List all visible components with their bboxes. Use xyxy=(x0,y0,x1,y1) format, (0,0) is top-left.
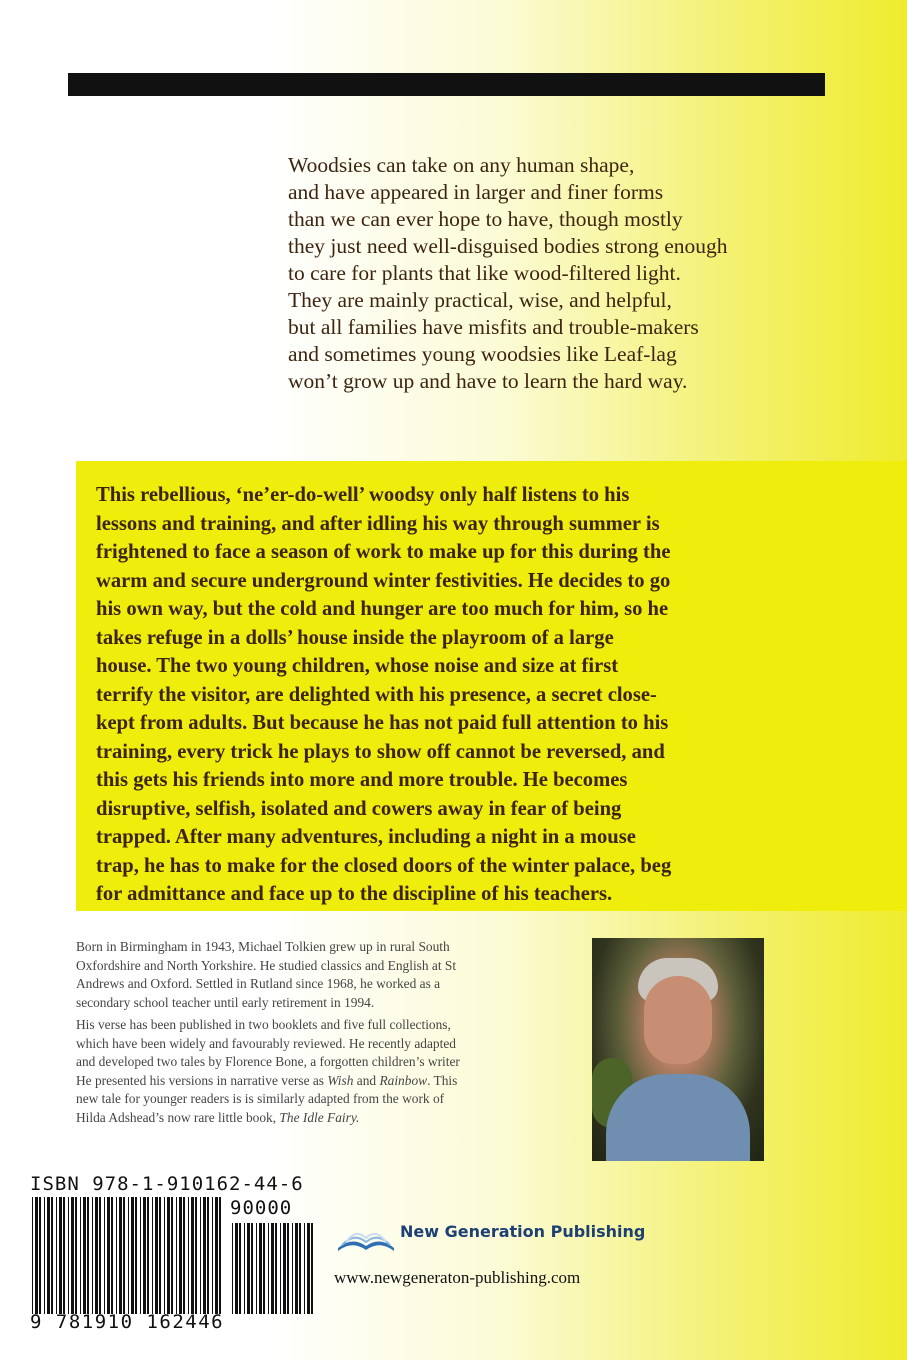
intro-line: They are mainly practical, wise, and helpful, xyxy=(288,288,672,312)
open-book-icon xyxy=(336,1218,396,1254)
barcode-bar xyxy=(68,1197,69,1314)
barcode-bar xyxy=(232,1223,233,1314)
barcode-bar xyxy=(35,1197,38,1314)
isbn-label: ISBN 978-1-910162-44-6 xyxy=(30,1173,304,1195)
barcode-bar xyxy=(135,1197,137,1314)
bio-line: and developed two tales by Florence Bone, a forgotten children’s writer xyxy=(76,1054,460,1069)
barcode-bar xyxy=(183,1197,185,1314)
isbn-barcode xyxy=(30,1173,320,1343)
intro-text xyxy=(288,152,848,395)
barcode-bar xyxy=(140,1197,141,1314)
publisher-url[interactable]: www.newgeneraton-publishing.com xyxy=(334,1268,581,1287)
blurb-line: this gets his friends into more and more trouble. He becomes xyxy=(96,769,628,791)
barcode-bar xyxy=(176,1197,177,1314)
top-black-bar xyxy=(68,73,825,96)
barcode-bar xyxy=(111,1197,113,1314)
bio-paragraph-1 xyxy=(76,938,576,1012)
blurb-line: house. The two young children, whose noise and size at first xyxy=(96,655,619,677)
intro-line: Woodsies can take on any human shape, xyxy=(288,153,635,177)
author-bio xyxy=(76,938,576,1131)
intro-line: and have appeared in larger and finer forms xyxy=(288,180,664,204)
barcode-bar xyxy=(131,1197,134,1314)
barcode-bar xyxy=(87,1197,89,1314)
intro-line: than we can ever hope to have, though mostly xyxy=(288,207,683,231)
barcode-bar xyxy=(195,1197,197,1314)
barcode-bar xyxy=(147,1197,149,1314)
barcode-bar xyxy=(107,1197,110,1314)
barcode-bar xyxy=(143,1197,146,1314)
barcode-bar xyxy=(207,1197,209,1314)
bio-text: and xyxy=(353,1072,380,1088)
barcode-bar xyxy=(32,1197,33,1314)
book-title-idle-fairy: The Idle Fairy. xyxy=(279,1109,360,1125)
intro-line: they just need well-disguised bodies strong enough xyxy=(288,234,728,258)
barcode-bar xyxy=(128,1197,129,1314)
publisher-logo-block xyxy=(336,1218,666,1254)
barcode-bar xyxy=(188,1197,189,1314)
blurb-line: frightened to face a season of work to make up for this during the xyxy=(96,541,671,563)
barcode-bar xyxy=(307,1223,310,1314)
barcode-bar xyxy=(271,1223,274,1314)
bio-text: . This xyxy=(427,1072,458,1088)
price-code: 90000 xyxy=(230,1197,293,1219)
barcode-bar xyxy=(71,1197,74,1314)
bio-line: Born in Birmingham in 1943, Michael Tolkien grew up in rural South xyxy=(76,939,450,954)
barcode-bar xyxy=(191,1197,194,1314)
blurb-line: training, every trick he plays to show off cannot be reversed, and xyxy=(96,740,665,763)
barcode-bar xyxy=(215,1197,218,1314)
barcode-bar xyxy=(304,1223,305,1314)
barcode-bar xyxy=(56,1197,57,1314)
barcode-bar xyxy=(92,1197,93,1314)
barcode-bar xyxy=(244,1223,245,1314)
barcode-bar xyxy=(171,1197,173,1314)
barcode-bar xyxy=(155,1197,158,1314)
blurb-line: his own way, but the cold and hunger are too much for him, so he xyxy=(96,598,669,620)
intro-line: and sometimes young woodsies like Leaf-lag xyxy=(288,342,677,366)
bio-line: His verse has been published in two booklets and five full collections, xyxy=(76,1017,451,1032)
barcode-bar xyxy=(167,1197,170,1314)
book-title-wish: Wish xyxy=(327,1072,354,1088)
barcode-bar xyxy=(299,1223,301,1314)
publisher-name: New Generation Publishing xyxy=(400,1222,646,1241)
blurb-line: terrify the visitor, are delighted with his presence, a secret close- xyxy=(96,683,657,706)
blurb-line: trapped. After many adventures, including a night in a mouse xyxy=(96,826,636,848)
bio-line: He presented his versions in narrative verse as xyxy=(76,1072,328,1088)
blurb-line: kept from adults. But because he has not paid full attention to his xyxy=(96,712,669,734)
barcode-bar xyxy=(59,1197,62,1314)
barcode-bar xyxy=(219,1197,221,1314)
blurb-line: for admittance and face up to the discipline of his teachers. xyxy=(96,883,613,905)
intro-line: won’t grow up and have to learn the hard way. xyxy=(288,369,688,393)
barcode-bar xyxy=(119,1197,122,1314)
barcode-bar xyxy=(200,1197,201,1314)
blurb-line: lessons and training, and after idling his way through summer is xyxy=(96,512,660,535)
blurb-line: trap, he has to make for the closed doors of the winter palace, beg xyxy=(96,854,672,877)
barcode-digits: 9 781910 162446 xyxy=(30,1311,225,1333)
barcode-bar xyxy=(259,1223,262,1314)
bio-line: Hilda Adshead’s now rare little book, xyxy=(76,1109,280,1125)
barcode-bar xyxy=(104,1197,105,1314)
barcode-bar xyxy=(287,1223,289,1314)
barcode-bar xyxy=(116,1197,117,1314)
barcode-bar xyxy=(239,1223,241,1314)
bio-line: Andrews and Oxford. Settled in Rutland since 1968, he worked as a xyxy=(76,976,441,991)
bio-line: new tale for younger readers is is similarly adapted from the work of xyxy=(76,1091,445,1106)
book-title-rainbow: Rainbow xyxy=(379,1072,428,1088)
barcode-bar xyxy=(80,1197,81,1314)
barcode-bar xyxy=(39,1197,41,1314)
author-photo xyxy=(592,938,764,1161)
bio-line: Oxfordshire and North Yorkshire. He studied classics and English at St xyxy=(76,957,457,973)
barcode-bar xyxy=(268,1223,269,1314)
barcode-bar xyxy=(75,1197,77,1314)
photo-shirt xyxy=(606,1074,750,1161)
bio-line: secondary school teacher until early retirement in 1994. xyxy=(76,994,375,1010)
blurb-line: warm and secure underground winter festivities. He decides to go xyxy=(96,569,671,592)
barcode-bar xyxy=(83,1197,86,1314)
barcode-main-bars xyxy=(32,1197,222,1314)
blurb-line: This rebellious, ‘ne’er-do-well’ woodsy only half listens to his xyxy=(96,484,630,506)
barcode-bar xyxy=(256,1223,257,1314)
barcode-bar xyxy=(251,1223,253,1314)
intro-line: but all families have misfits and trouble-makers xyxy=(288,315,699,339)
barcode-bar xyxy=(95,1197,98,1314)
barcode-bar xyxy=(212,1197,213,1314)
barcode-bar xyxy=(51,1197,53,1314)
barcode-bar xyxy=(283,1223,286,1314)
barcode-bar xyxy=(159,1197,161,1314)
barcode-bar xyxy=(152,1197,153,1314)
photo-face xyxy=(644,976,712,1064)
barcode-bar xyxy=(99,1197,101,1314)
barcode-bar xyxy=(179,1197,182,1314)
barcode-bar xyxy=(235,1223,238,1314)
blurb-text xyxy=(96,481,786,909)
bio-paragraph-2 xyxy=(76,1016,576,1127)
barcode-bar xyxy=(44,1197,45,1314)
barcode-bar xyxy=(295,1223,298,1314)
barcode-addon-bars xyxy=(232,1223,316,1314)
bio-line: which have been widely and favourably reviewed. He recently adapted xyxy=(76,1035,456,1051)
barcode-bar xyxy=(164,1197,165,1314)
barcode-bar xyxy=(311,1223,313,1314)
barcode-bar xyxy=(275,1223,277,1314)
blurb-line: disruptive, selfish, isolated and cowers away in fear of being xyxy=(96,797,622,820)
intro-line: to care for plants that like wood-filtered light. xyxy=(288,261,681,285)
barcode-bar xyxy=(47,1197,50,1314)
barcode-bar xyxy=(123,1197,125,1314)
barcode-bar xyxy=(63,1197,65,1314)
barcode-bar xyxy=(263,1223,265,1314)
barcode-bar xyxy=(203,1197,206,1314)
barcode-bar xyxy=(247,1223,250,1314)
blurb-line: takes refuge in a dolls’ house inside the playroom of a large xyxy=(96,626,614,649)
barcode-bar xyxy=(292,1223,293,1314)
barcode-bar xyxy=(280,1223,281,1314)
